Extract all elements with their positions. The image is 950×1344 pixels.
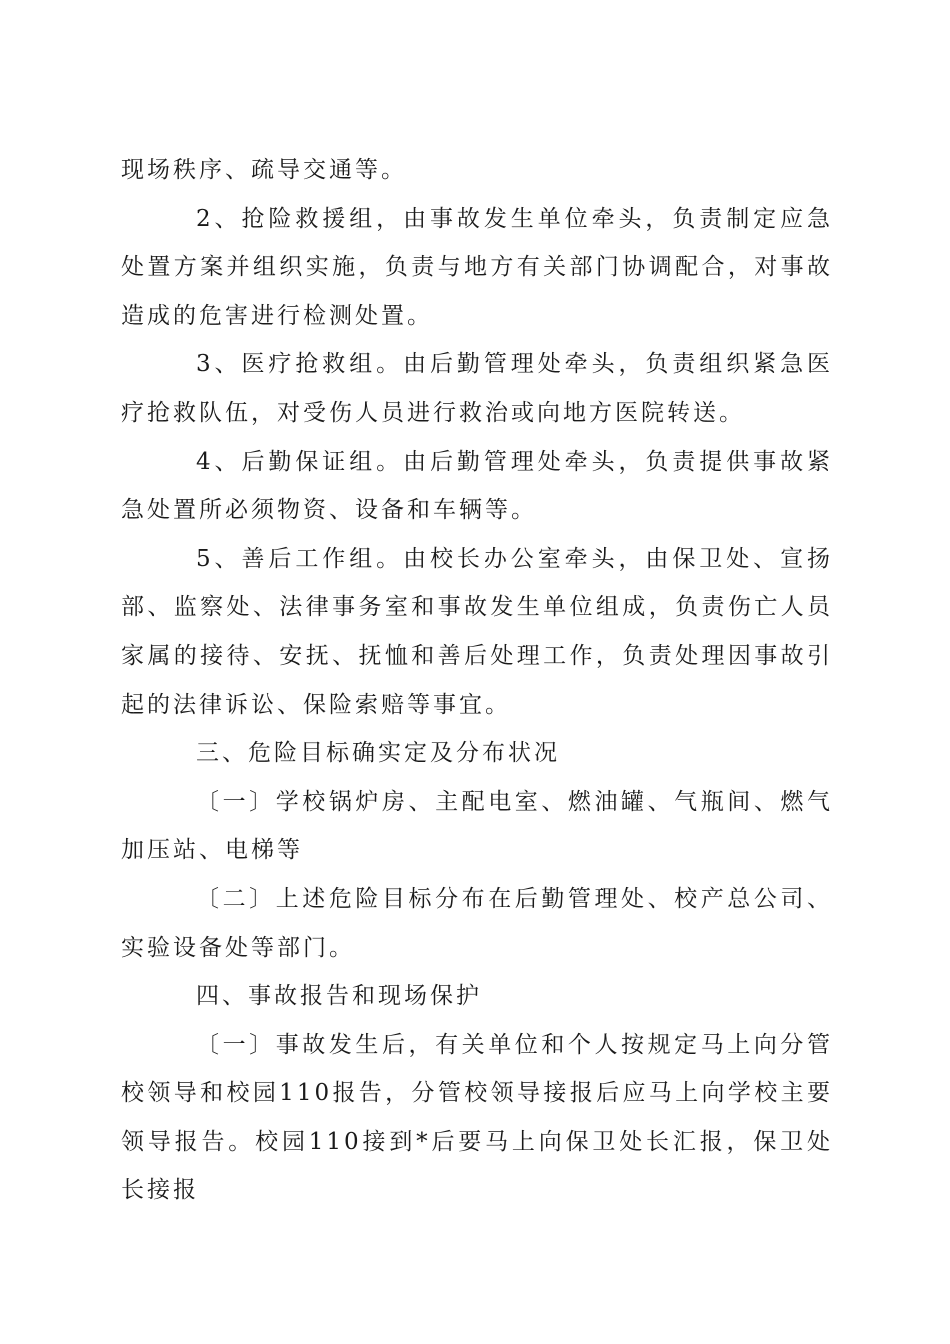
paragraph-danger-distribution: 〔二〕上述危险目标分布在后勤管理处、校产总公司、实验设备处等部门。 <box>121 885 833 961</box>
document-body <box>121 146 833 1215</box>
section-heading-report: 四、事故报告和现场保护 <box>196 983 482 1010</box>
paragraph-aftermath-group: 5、善后工作组。由校长办公室牵头，由保卫处、宣扬部、监察处、法律事务室和事故发生单位组成，负责伤亡人员家属的接待、安抚、抚恤和善后处理工作，负责处理因事故引起的法律诉讼、保险索赔等事宜。 <box>121 545 833 718</box>
section-heading-danger-targets: 三、危险目标确实定及分布状况 <box>196 740 560 767</box>
paragraph-rescue-group: 2、抢险救援组，由事故发生单位牵头，负责制定应急处置方案并组织实施，负责与地方有关部门协调配合，对事故造成的危害进行检测处置。 <box>121 205 833 329</box>
paragraph-medical-group: 3、医疗抢救组。由后勤管理处牵头，负责组织紧急医疗抢救队伍，对受伤人员进行救治或向地方医院转送。 <box>121 351 833 426</box>
paragraph-logistics-group: 4、后勤保证组。由后勤管理处牵头，负责提供事故紧急处置所必须物资、设备和车辆等。 <box>121 448 833 524</box>
paragraph-report-procedure: 〔一〕事故发生后，有关单位和个人按规定马上向分管校领导和校园110报告，分管校领导接报后应马上向学校主要领导报告。校园110接到*后要马上向保卫处长汇报，保卫处长接报 <box>121 1031 833 1204</box>
paragraph-danger-list: 〔一〕学校锅炉房、主配电室、燃油罐、气瓶间、燃气加压站、电梯等 <box>121 788 833 864</box>
paragraph-continuation: 现场秩序、疏导交通等。 <box>121 157 407 183</box>
